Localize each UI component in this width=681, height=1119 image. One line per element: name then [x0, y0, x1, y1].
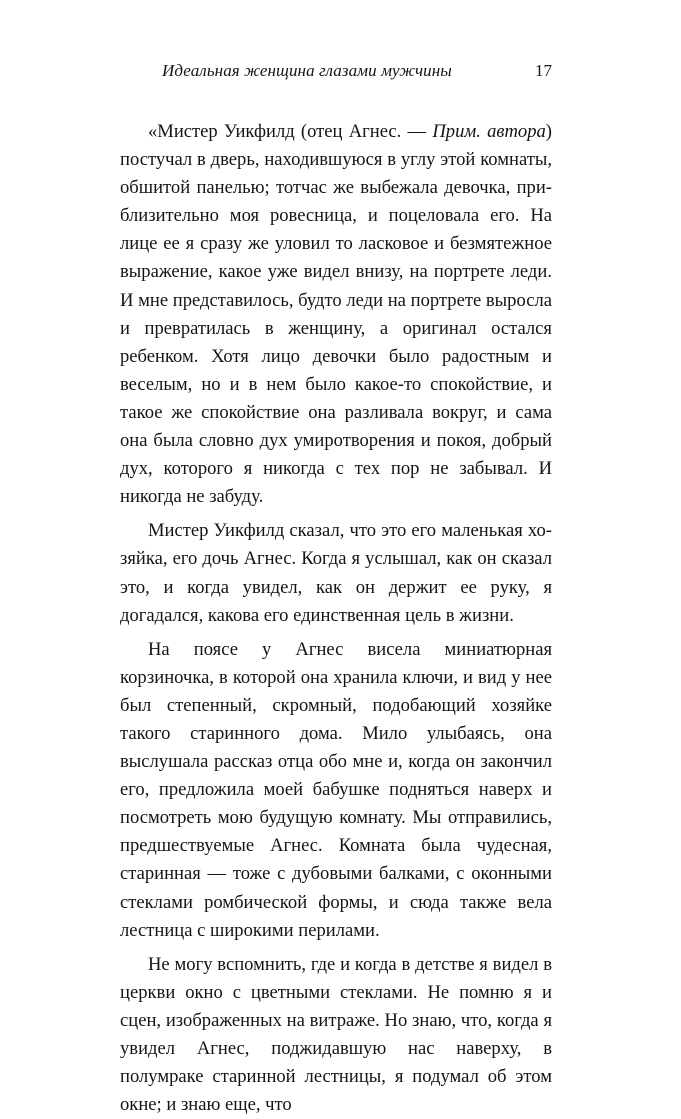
paragraph-1	[120, 118, 552, 511]
running-header	[120, 61, 552, 87]
paragraph-2: Мистер Уикфилд сказал, что это его маленькая хозяйка, его дочь Агнес. Когда я услышал, как он сказал это, и когда увидел, как он держит ее руку, я догадался, какова его единственная цель в жизни.	[120, 520, 552, 626]
running-title: Идеальная женщина глазами мужчины	[162, 61, 452, 80]
paragraph-1-text-before: «Мистер Уикфилд (отец Агнес. —	[148, 121, 433, 142]
paragraph-4: Не могу вспомнить, где и когда в детстве я видел в церкви окно с цветными стеклами. Не помню я и сцен, изображенных на витраже. Но знаю, что, когда я увидел Агнес, поджидавшую нас наверху, в полумраке старинной лестницы, я подумал об этом окне; и знаю еще, что	[120, 953, 552, 1116]
paragraph-3: На поясе у Агнес висела миниатюрная корзиночка, в которой она хранила ключи, и вид у нее был степенный, скромный, подобающий хозяйке такого старинного дома. Мило улыбаясь, она выслушала рассказ отца обо мне и, когда он закончил его, предложила моей бабушке подняться наверх и посмотреть мою будущую комнату. Мы отправились, предшествуемые Агнес. Комната была чудесная, старинная — тоже с дубовыми балками, с оконными стеклами ромбической формы, и сюда также вела лестница с широкими перилами.	[120, 638, 552, 941]
body-text	[120, 118, 552, 1119]
page-number: 17	[535, 61, 552, 80]
author-note-italic: Прим. автора	[432, 121, 546, 142]
paragraph-1-text-after: ) постучал в дверь, находившуюся в углу этой комнаты, обшитой панелью; тотчас же выбежала девочка, приблизительно моя ровесница, и поцеловала его. На лице ее я сразу же уловил то ласковое и безмятежное выражение, какое уже видел внизу, на портрете леди. И мне представилось, будто леди на портрете выросла и превратилась в женщину, а оригинал остался ребенком. Хотя лицо девочки было радостным и веселым, но и в нем было какое-то спокойствие, и такое же спокойствие она разливала вокруг, и сама она была словно дух умиротворения и покоя, добрый дух, которого я никогда с тех пор не забывал. И никогда не забуду.	[120, 121, 552, 508]
